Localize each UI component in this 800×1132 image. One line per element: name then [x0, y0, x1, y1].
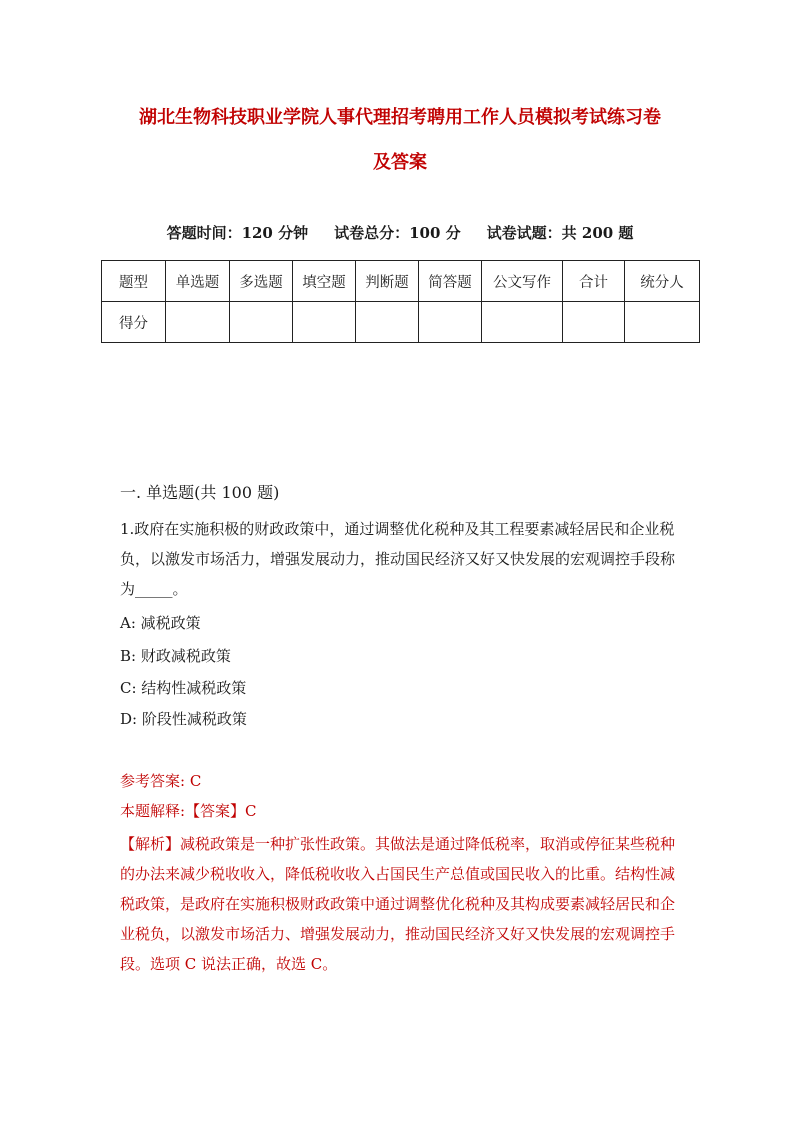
score-cell	[356, 302, 419, 343]
header-cell: 单选题	[166, 261, 230, 302]
score-table-header-row	[102, 261, 700, 302]
header-cell: 题型	[102, 261, 166, 302]
score-cell	[230, 302, 293, 343]
score-cell	[563, 302, 625, 343]
question-stem: 1.政府在实施积极的财政政策中，通过调整优化税种及其工程要素减轻居民和企业税负，以激发市场活力，增强发展动力，推动国民经济又好又快发展的宏观调控手段称为_____。	[120, 520, 676, 598]
section-title: 一. 单选题(共 100 题)	[120, 483, 280, 502]
header-cell: 判断题	[356, 261, 419, 302]
option-b: B: 财政减税政策	[120, 647, 231, 665]
reference-answer: 参考答案: C	[120, 772, 202, 790]
document-title-line2: 及答案	[373, 152, 427, 173]
score-cell	[293, 302, 356, 343]
exam-question-count: 试卷试题：共 200 题	[486, 224, 634, 242]
exam-time: 答题时间：120 分钟	[166, 224, 309, 242]
score-table	[101, 260, 700, 343]
score-cell	[625, 302, 700, 343]
answer-label: 本题解释:【答案】C	[120, 802, 257, 820]
document-title-line1: 湖北生物科技职业学院人事代理招考聘用工作人员模拟考试练习卷	[139, 107, 661, 128]
score-cell	[166, 302, 230, 343]
score-table-score-row	[102, 302, 700, 343]
score-row-label: 得分	[102, 302, 166, 343]
header-cell: 公文写作	[482, 261, 563, 302]
header-cell: 多选题	[230, 261, 293, 302]
header-cell: 统分人	[625, 261, 700, 302]
option-a: A: 减税政策	[120, 614, 201, 632]
score-cell	[482, 302, 563, 343]
answer-explanation: 【解析】减税政策是一种扩张性政策。其做法是通过降低税率，取消或停征某些税种的办法来减少税收收入，降低税收收入占国民生产总值或国民收入的比重。结构性减税政策，是政府在实施积极财政政策中通过调整优化税种及其构成要素减轻居民和企业税负，以激发市场活力、增强发展动力，推动国民经济又好又快发展的宏观调控手段。选项 C 说法正确，故选 C。	[120, 835, 676, 973]
header-cell: 合计	[563, 261, 625, 302]
exam-meta	[0, 222, 800, 243]
exam-total-score: 试卷总分：100 分	[334, 224, 461, 242]
option-c: C: 结构性减税政策	[120, 679, 247, 697]
option-d: D: 阶段性减税政策	[120, 710, 247, 728]
score-cell	[419, 302, 482, 343]
header-cell: 填空题	[293, 261, 356, 302]
header-cell: 简答题	[419, 261, 482, 302]
